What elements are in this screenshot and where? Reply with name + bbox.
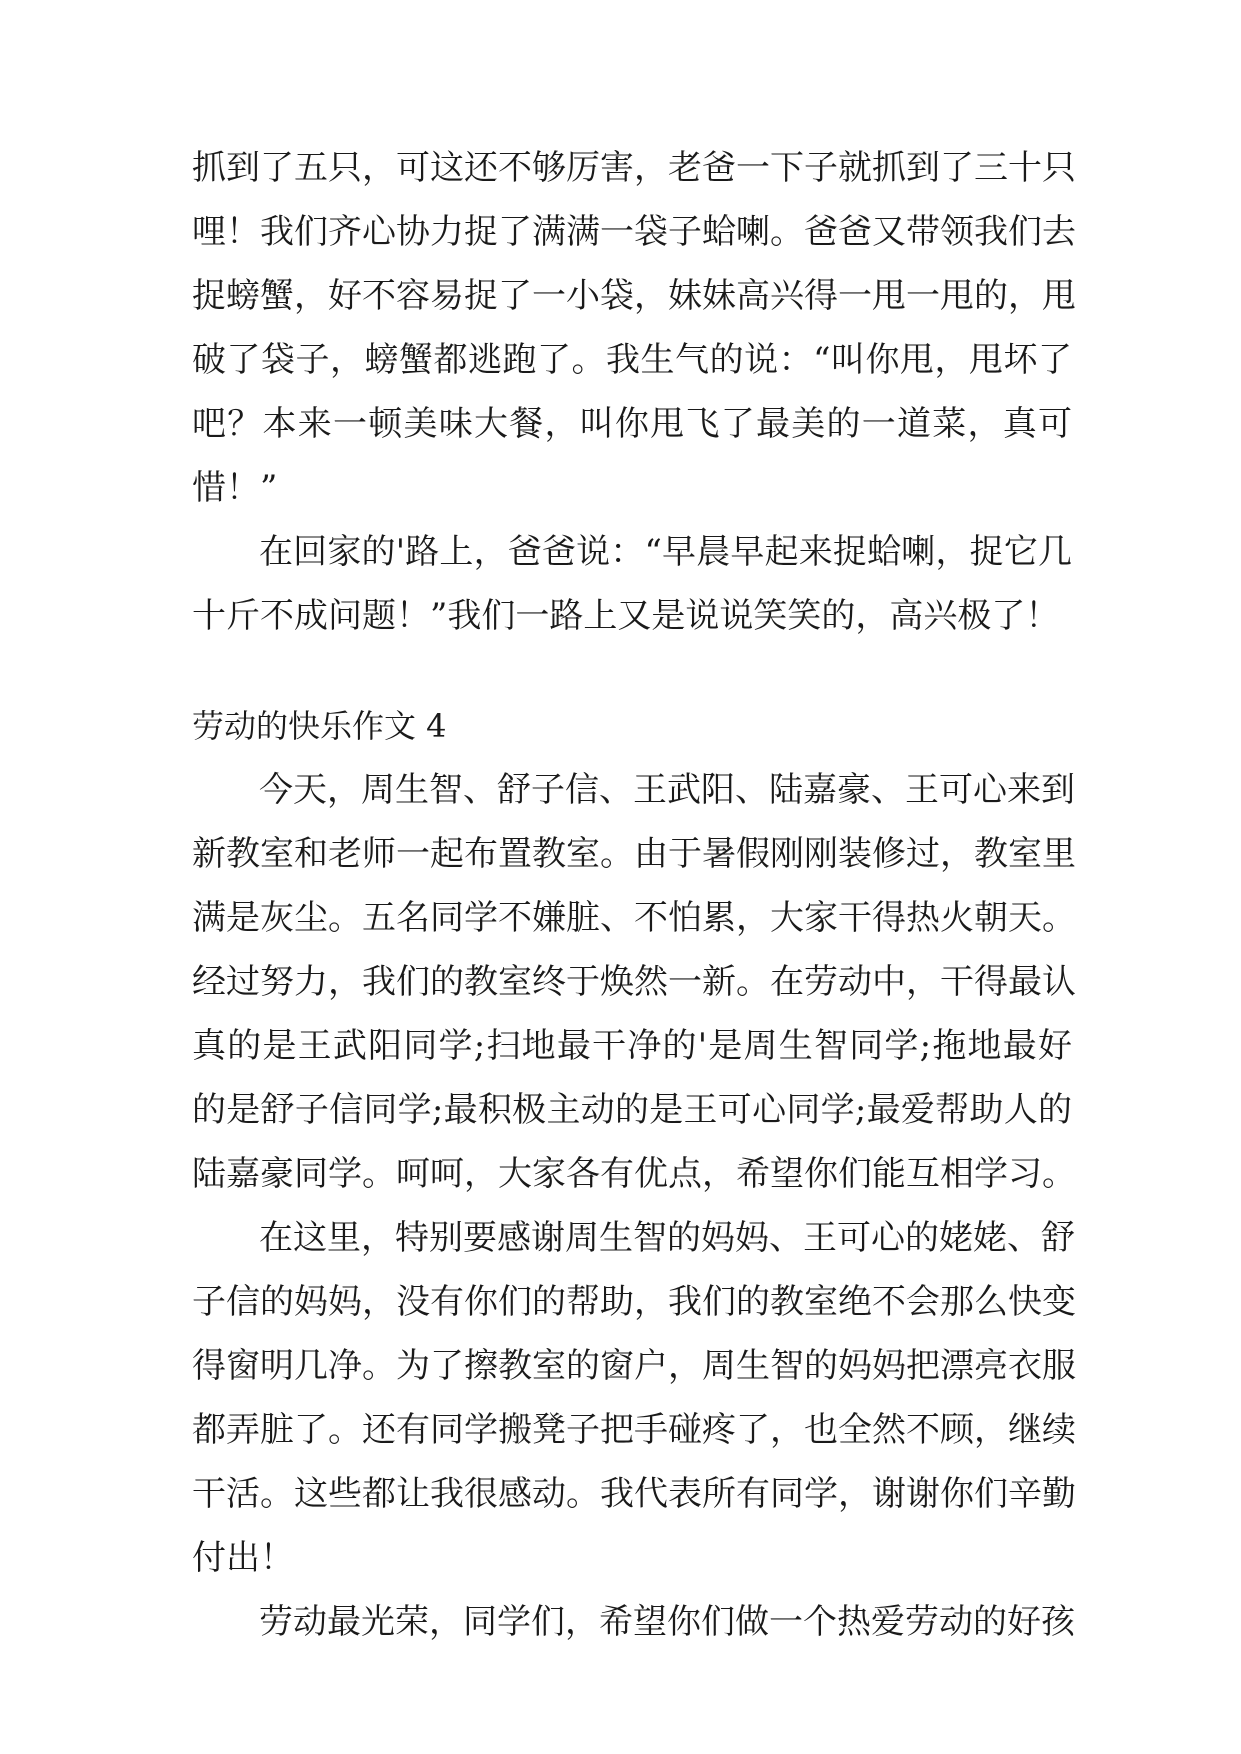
text-line: 干活。这些都让我很感动。我代表所有同学，谢谢你们辛勤 <box>192 1474 1076 1514</box>
text-line: 得窗明几净。为了擦教室的窗户，周生智的妈妈把漂亮衣服 <box>192 1346 1076 1386</box>
text-line: 哩！我们齐心协力捉了满满一袋子蛤喇。爸爸又带领我们去 <box>192 212 1076 252</box>
text-line: 陆嘉豪同学。呵呵，大家各有优点，希望你们能互相学习。 <box>192 1154 1076 1194</box>
text-line: 真的是王武阳同学;扫地最干净的'是周生智同学;拖地最好 <box>192 1026 1072 1066</box>
text-line: 都弄脏了。还有同学搬凳子把手碰疼了，也全然不顾，继续 <box>192 1410 1076 1450</box>
text-line: 经过努力，我们的教室终于焕然一新。在劳动中，干得最认 <box>192 962 1076 1002</box>
text-line: 惜！” <box>192 468 278 508</box>
text-line: 抓到了五只，可这还不够厉害，老爸一下子就抓到了三十只 <box>192 148 1076 188</box>
text-line: 破了袋子，螃蟹都逃跑了。我生气的说：“叫你甩，甩坏了 <box>192 340 1072 380</box>
text-line: 十斤不成问题！”我们一路上又是说说笑笑的，高兴极了！ <box>192 596 1060 636</box>
text-line: 在这里，特别要感谢周生智的妈妈、王可心的姥姥、舒 <box>259 1218 1075 1258</box>
text-line: 新教室和老师一起布置教室。由于暑假刚刚装修过，教室里 <box>192 834 1076 874</box>
text-line: 劳动最光荣，同学们，希望你们做一个热爱劳动的好孩 <box>259 1602 1075 1642</box>
text-line: 今天，周生智、舒子信、王武阳、陆嘉豪、王可心来到 <box>259 770 1075 810</box>
text-line: 捉螃蟹，好不容易捉了一小袋，妹妹高兴得一甩一甩的，甩 <box>192 276 1076 316</box>
section-title: 劳动的快乐作文 4 <box>192 707 447 745</box>
text-line: 的是舒子信同学;最积极主动的是王可心同学;最爱帮助人的 <box>192 1090 1072 1130</box>
text-line: 在回家的'路上，爸爸说：“早晨早起来捉蛤喇，捉它几 <box>259 532 1072 572</box>
text-line: 付出！ <box>192 1538 294 1578</box>
text-line: 吧？本来一顿美味大餐，叫你甩飞了最美的一道菜，真可 <box>192 404 1072 444</box>
text-line: 满是灰尘。五名同学不嫌脏、不怕累，大家干得热火朝天。 <box>192 898 1076 938</box>
text-line: 子信的妈妈，没有你们的帮助，我们的教室绝不会那么快变 <box>192 1282 1076 1322</box>
